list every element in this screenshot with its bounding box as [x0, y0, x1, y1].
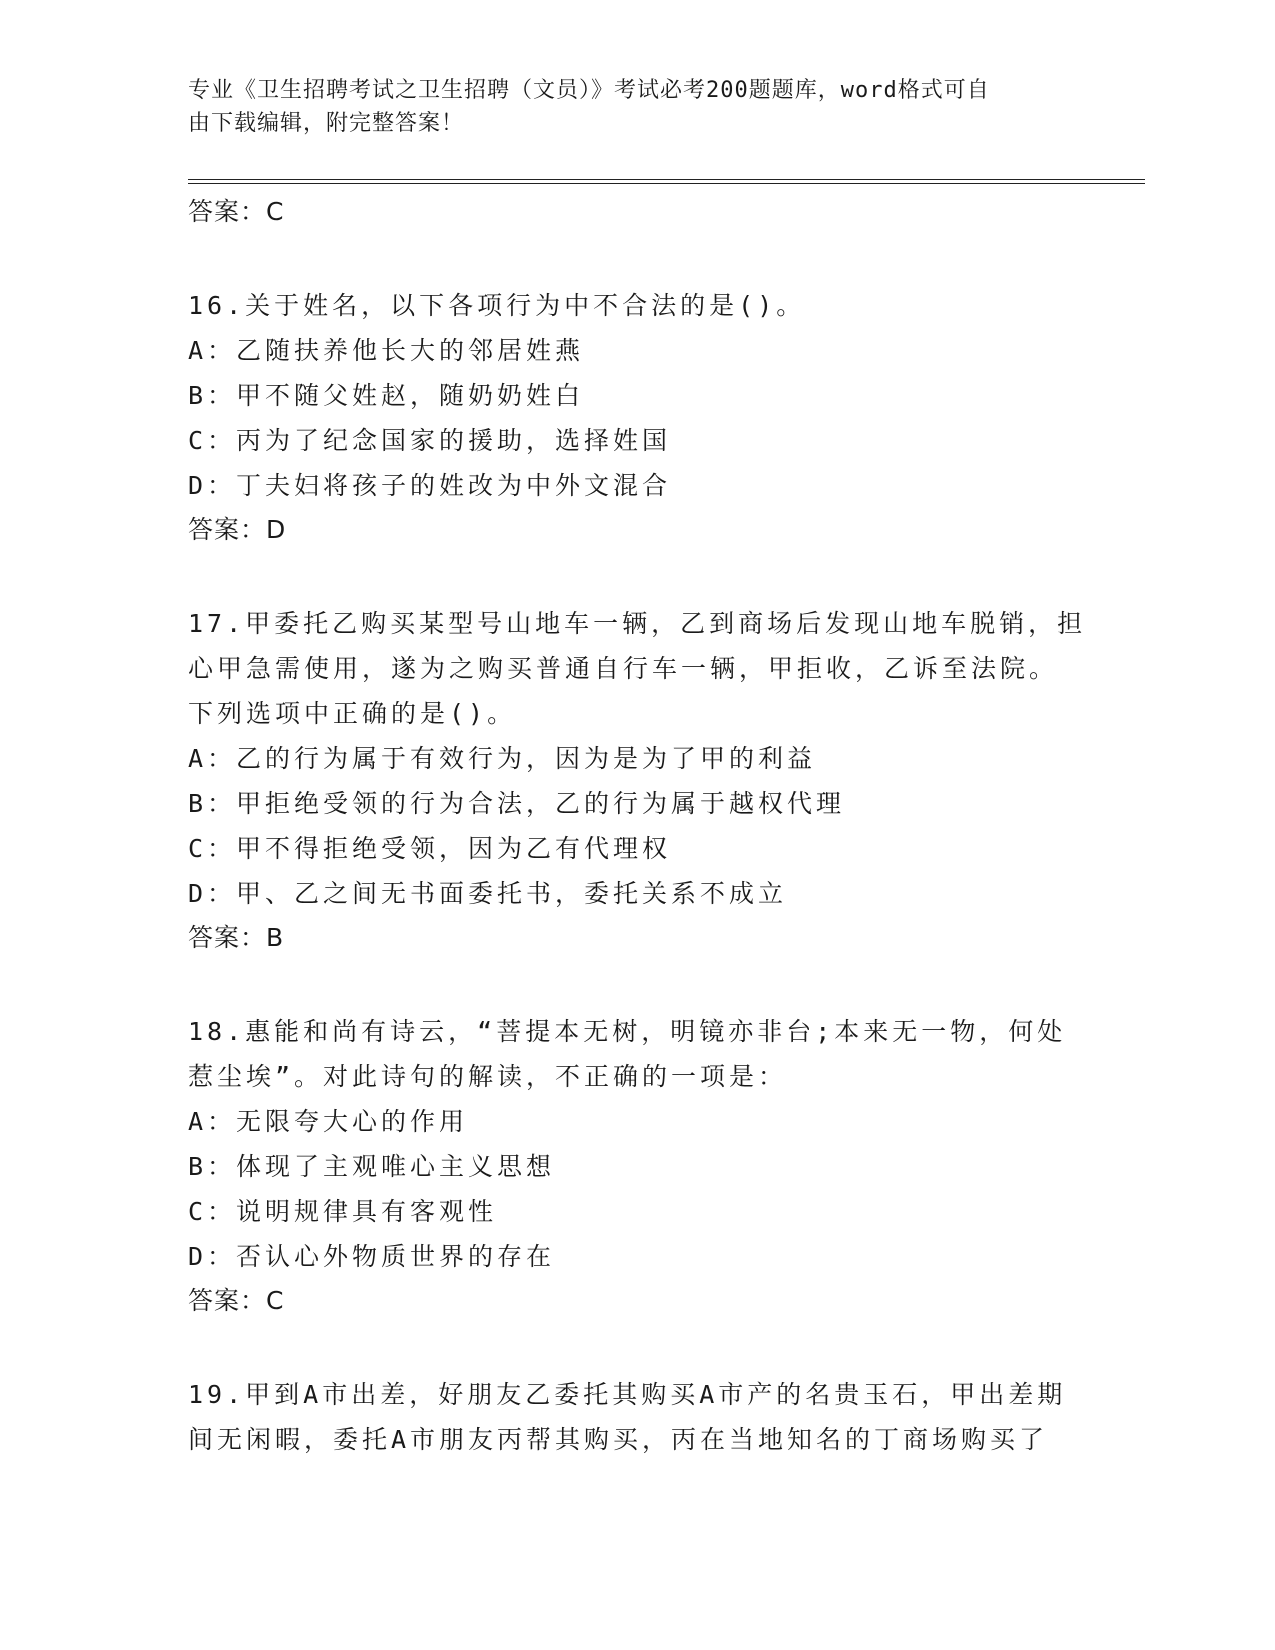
- question-list: [188, 190, 1088, 1462]
- option-a: A：无限夸大心的作用: [188, 1107, 469, 1136]
- question-stem-line: 18.惠能和尚有诗云，“菩提本无树，明镜亦非台;本来无一物，何处: [188, 1017, 1067, 1046]
- question-stem: [188, 1009, 1088, 1099]
- option-b: B：甲拒绝受领的行为合法，乙的行为属于越权代理: [188, 789, 846, 818]
- question-stem-line: 间无闲暇，委托A市朋友丙帮其购买，丙在当地知名的丁商场购买了: [188, 1425, 1049, 1454]
- previous-answer: 答案：C: [188, 197, 285, 226]
- option-b: B：体现了主观唯心主义思想: [188, 1152, 556, 1181]
- question-stem-line: 惹尘埃”。对此诗句的解读，不正确的一项是：: [188, 1062, 788, 1091]
- header-line-2: 由下载编辑，附完整答案！: [188, 111, 465, 136]
- header-divider-bottom: [188, 183, 1145, 184]
- option-a: A：乙的行为属于有效行为，因为是为了甲的利益: [188, 744, 817, 773]
- question-stem-line: 心甲急需使用，遂为之购买普通自行车一辆，甲拒收，乙诉至法院。: [188, 654, 1059, 683]
- option-b: B：甲不随父姓赵，随奶奶姓白: [188, 381, 585, 410]
- question-16: [188, 283, 1088, 552]
- option-c: C：说明规律具有客观性: [188, 1197, 498, 1226]
- question-stem-line: 16.关于姓名，以下各项行为中不合法的是()。: [188, 291, 806, 320]
- option-d: D：否认心外物质世界的存在: [188, 1242, 556, 1271]
- header-divider-top: [188, 179, 1145, 180]
- answer-line: 答案：D: [188, 515, 287, 544]
- spacer: [188, 552, 1088, 601]
- question-stem-line: 17.甲委托乙购买某型号山地车一辆，乙到商场后发现山地车脱销，担: [188, 609, 1087, 638]
- question-stem-line: 下列选项中正确的是()。: [188, 699, 517, 728]
- question-stem: [188, 601, 1088, 736]
- question-17: [188, 601, 1088, 960]
- option-d: D：丁夫妇将孩子的姓改为中外文混合: [188, 471, 672, 500]
- option-a: A：乙随扶养他长大的邻居姓燕: [188, 336, 585, 365]
- option-c: C：丙为了纪念国家的援助，选择姓国: [188, 426, 672, 455]
- question-stem-line: 19.甲到A市出差，好朋友乙委托其购买A市产的名贵玉石，甲出差期: [188, 1380, 1067, 1409]
- option-c: C：甲不得拒绝受领，因为乙有代理权: [188, 834, 672, 863]
- question-stem: [188, 283, 1088, 328]
- question-stem: [188, 1372, 1088, 1462]
- answer-line: 答案：B: [188, 923, 285, 952]
- question-19: [188, 1372, 1088, 1462]
- spacer: [188, 1323, 1088, 1372]
- header-line-1: 专业《卫生招聘考试之卫生招聘（文员）》考试必考200题题库，word格式可自: [188, 78, 990, 103]
- option-d: D：甲、乙之间无书面委托书，委托关系不成立: [188, 879, 788, 908]
- spacer: [188, 234, 1088, 283]
- spacer: [188, 960, 1088, 1009]
- page-header: [188, 74, 1078, 140]
- question-18: [188, 1009, 1088, 1323]
- answer-line: 答案：C: [188, 1286, 285, 1315]
